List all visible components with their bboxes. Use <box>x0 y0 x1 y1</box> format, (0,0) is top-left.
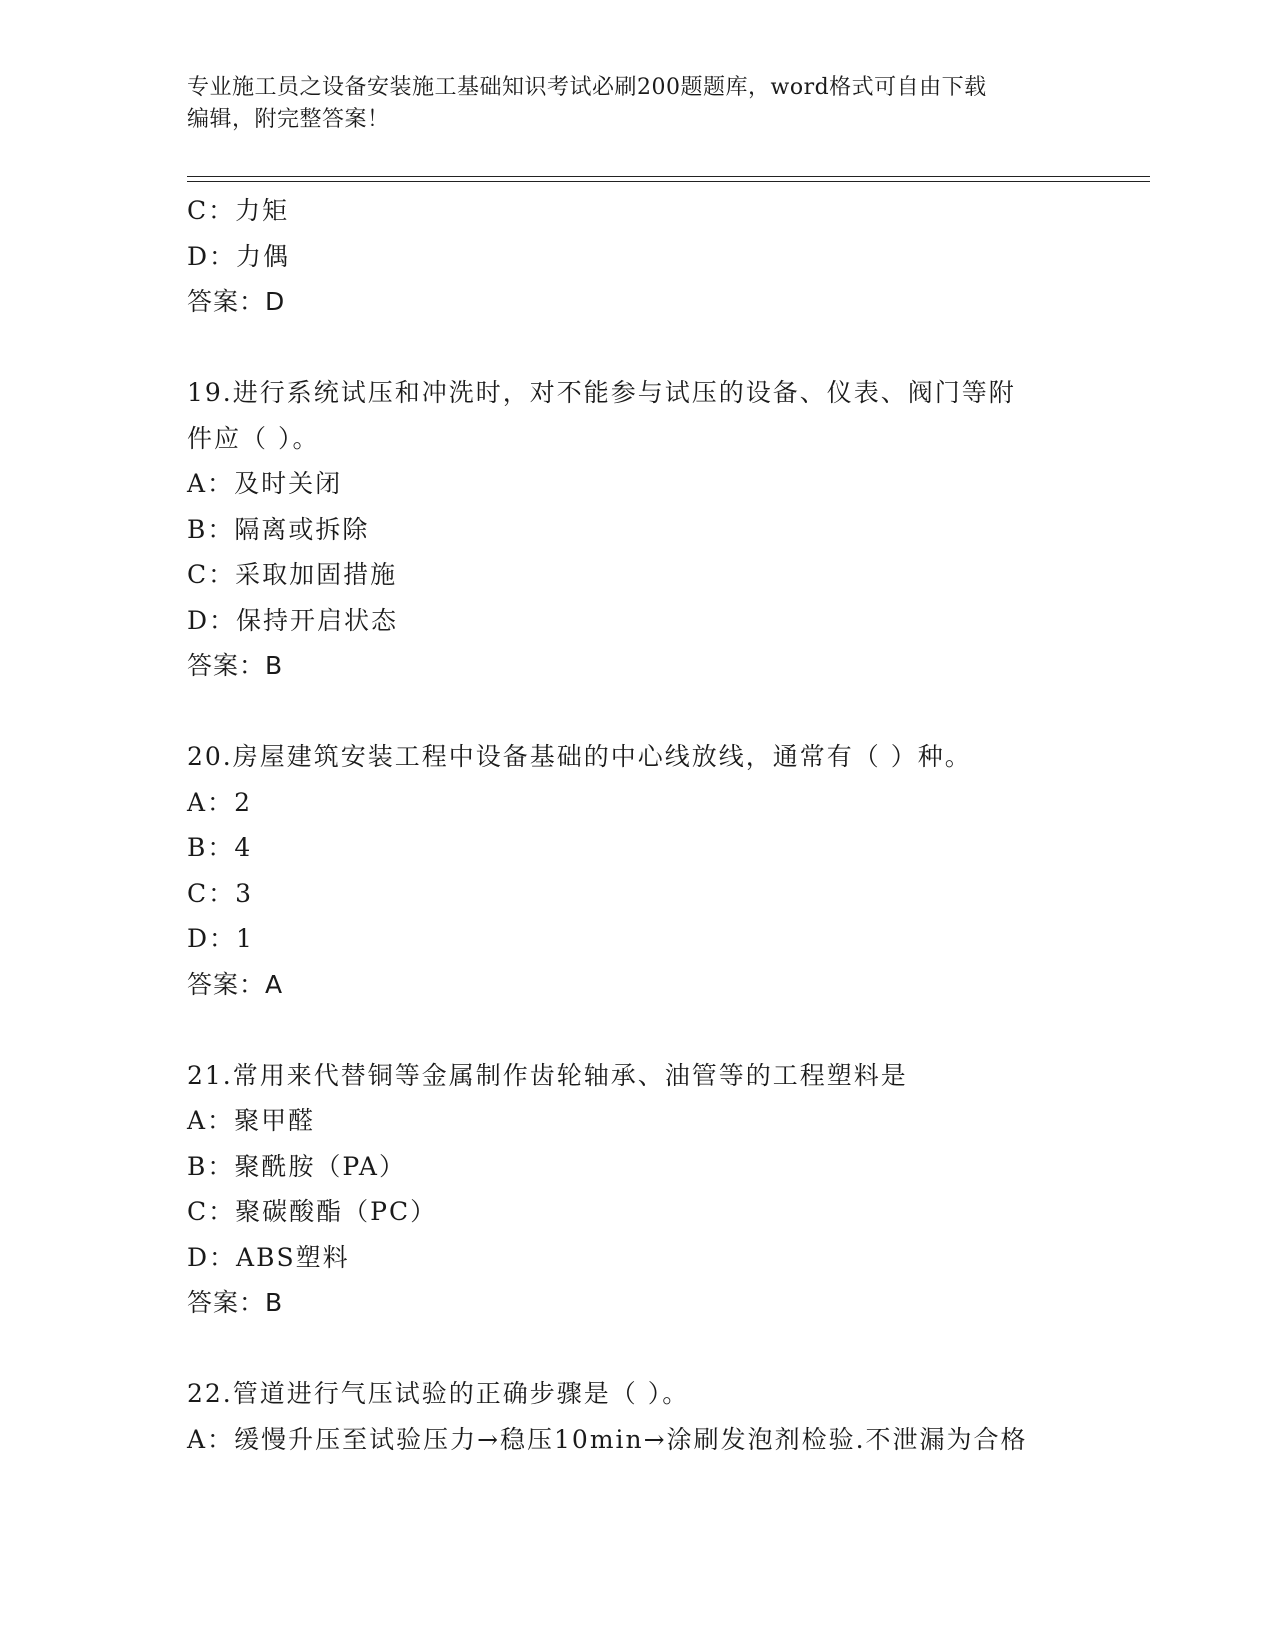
option-key: B： <box>187 1151 235 1181</box>
option-text: 缓慢升压至试验压力→稳压10min→涂刷发泡剂检验.不泄漏为合格 <box>234 1424 1028 1454</box>
option-text: ABS塑料 <box>236 1242 350 1272</box>
spacer <box>187 1007 1150 1053</box>
carryover-question <box>187 188 1150 325</box>
header-rule-bottom <box>187 181 1150 182</box>
answer-line: 答案：A <box>187 969 284 999</box>
option-line <box>187 1417 1150 1463</box>
option-key: D： <box>187 241 237 271</box>
option-line <box>187 552 1150 598</box>
option-text: 聚酰胺（PA） <box>234 1151 406 1181</box>
header-line-1: 专业施工员之设备安装施工基础知识考试必刷200题题库，word格式可自由下载 <box>187 75 987 100</box>
option-line <box>187 461 1150 507</box>
question-stem: 22.管道进行气压试验的正确步骤是（ ）。 <box>187 1379 690 1408</box>
option-key: D： <box>187 1242 237 1272</box>
option-text: 力矩 <box>235 196 290 225</box>
option-line <box>187 598 1150 644</box>
question-20 <box>187 734 1150 1007</box>
option-text: 力偶 <box>236 241 291 271</box>
question-19 <box>187 370 1150 689</box>
spacer <box>187 689 1150 735</box>
option-line <box>187 1098 1150 1144</box>
option-key: B： <box>187 833 235 862</box>
option-line <box>187 1144 1150 1190</box>
option-line <box>187 1189 1150 1235</box>
option-line <box>187 780 1150 826</box>
question-list <box>187 188 1150 1462</box>
option-line <box>187 188 1150 234</box>
option-line <box>187 507 1150 553</box>
option-line <box>187 1235 1150 1281</box>
option-line <box>187 871 1150 917</box>
option-text: 1 <box>236 924 254 953</box>
option-text: 聚碳酸酯（PC） <box>235 1197 438 1226</box>
question-stem: 20.房屋建筑安装工程中设备基础的中心线放线，通常有（ ）种。 <box>187 742 972 771</box>
option-line <box>187 234 1150 280</box>
question-stem: 19.进行系统试压和冲洗时，对不能参与试压的设备、仪表、阀门等附 <box>187 378 1016 407</box>
option-key: A： <box>187 1106 235 1135</box>
option-text: 4 <box>234 833 253 862</box>
option-key: A： <box>187 1424 235 1454</box>
document-header <box>187 72 1087 136</box>
option-text: 3 <box>235 878 254 908</box>
option-text: 隔离或拆除 <box>234 514 370 544</box>
header-rule-top <box>187 176 1150 177</box>
question-stem: 件应（ ）。 <box>187 423 320 453</box>
option-line <box>187 916 1150 962</box>
option-text: 采取加固措施 <box>235 560 398 589</box>
answer-line: 答案：B <box>187 1288 284 1317</box>
option-key: D： <box>187 924 237 953</box>
option-key: C： <box>187 878 236 908</box>
option-text: 2 <box>234 787 252 817</box>
option-key: A： <box>187 787 235 817</box>
option-key: C： <box>187 196 236 225</box>
option-text: 聚甲醛 <box>234 1106 316 1135</box>
option-text: 保持开启状态 <box>236 605 399 635</box>
option-key: D： <box>187 605 237 635</box>
option-key: B： <box>187 514 235 544</box>
spacer <box>187 325 1150 371</box>
answer-line: 答案：B <box>187 651 284 680</box>
option-key: A： <box>187 469 235 498</box>
spacer <box>187 1326 1150 1372</box>
question-21 <box>187 1053 1150 1326</box>
option-text: 及时关闭 <box>234 469 343 498</box>
question-22 <box>187 1371 1150 1462</box>
question-stem: 21.常用来代替铜等金属制作齿轮轴承、油管等的工程塑料是 <box>187 1060 908 1090</box>
header-line-2: 编辑，附完整答案！ <box>187 107 390 132</box>
option-key: C： <box>187 560 236 589</box>
option-key: C： <box>187 1197 236 1226</box>
option-line <box>187 825 1150 871</box>
answer-line: 答案：D <box>187 287 286 316</box>
